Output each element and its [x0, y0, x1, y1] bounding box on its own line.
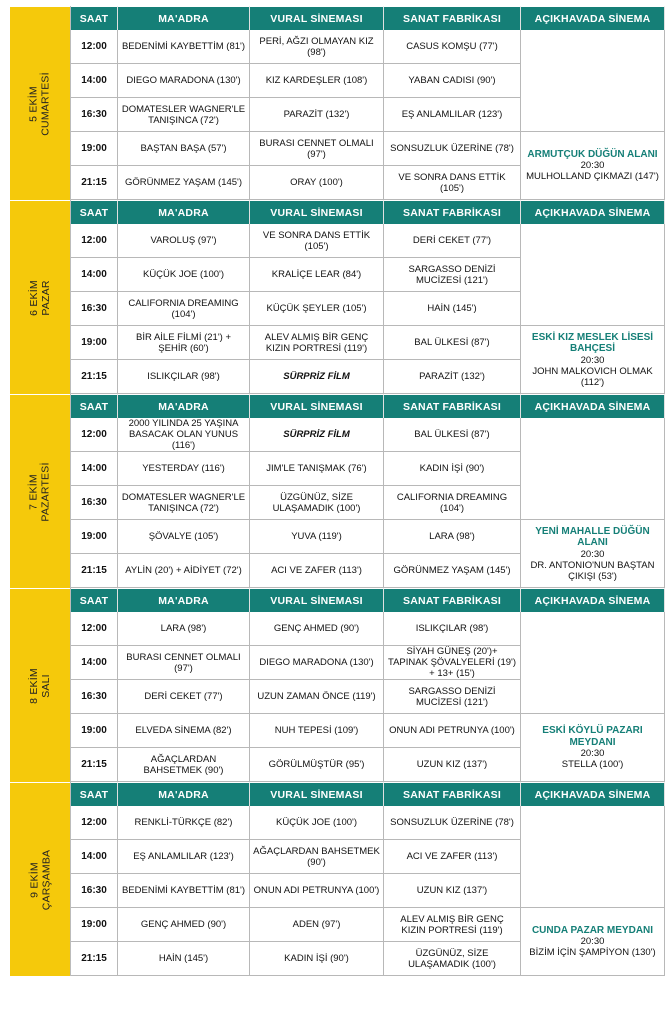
screening-sanat: SONSUZLUK ÜZERİNE (78') [384, 132, 521, 166]
outdoor-film: STELLA (100') [561, 759, 624, 770]
day-grid [70, 200, 665, 394]
outdoor-venue: ESKİ KÖYLÜ PAZARI MEYDANI [542, 725, 643, 748]
screening-sanat: LARA (98') [384, 520, 521, 554]
screening-vural: KÜÇÜK ŞEYLER (105') [250, 292, 384, 326]
outdoor-time: 20:30 [580, 748, 605, 759]
screening-vural: NUH TEPESİ (109') [250, 714, 384, 748]
screening-sanat: CASUS KOMŞU (77') [384, 30, 521, 64]
screening-madra: VAROLUŞ (97') [118, 224, 250, 258]
header-sanat: SANAT FABRİKASI [384, 588, 521, 612]
outdoor-film: JOHN MALKOVICH OLMAK (112') [532, 365, 653, 388]
header-madra: MA'ADRA [118, 394, 250, 418]
screening-madra: BİR AİLE FİLMİ (21') + ŞEHİR (60') [118, 326, 250, 360]
day-date: 5 EKİM [28, 85, 41, 122]
screening-sanat: UZUN KIZ (137') [384, 874, 521, 908]
time-cell: 21:15 [71, 942, 118, 976]
header-time: SAAT [71, 200, 118, 224]
day-date: 6 EKİM [27, 279, 40, 316]
outdoor-screening [521, 520, 665, 588]
time-cell: 21:15 [71, 554, 118, 588]
time-cell: 16:30 [71, 292, 118, 326]
header-time: SAAT [71, 782, 118, 806]
day-weekday: ÇARŞAMBA [40, 849, 52, 910]
time-cell: 14:00 [71, 64, 118, 98]
screening-madra: BEDENİMİ KAYBETTİM (81') [118, 874, 250, 908]
screening-sanat: ÜZGÜNÜZ, SİZE ULAŞAMADIK (100') [384, 942, 521, 976]
festival-schedule [10, 6, 665, 976]
screening-madra: AĞAÇLARDAN BAHSETMEK (90') [118, 748, 250, 782]
outdoor-empty [521, 224, 665, 326]
day-block [10, 588, 665, 782]
outdoor-screening [521, 326, 665, 394]
day-grid [70, 394, 665, 588]
screening-madra: DERİ CEKET (77') [118, 680, 250, 714]
outdoor-film: MULHOLLAND ÇIKMAZI (147') [526, 171, 659, 183]
screening-vural: PARAZİT (132') [250, 98, 384, 132]
header-sanat: SANAT FABRİKASI [384, 782, 521, 806]
outdoor-screening [521, 132, 665, 200]
header-time: SAAT [71, 588, 118, 612]
time-cell: 14:00 [71, 840, 118, 874]
header-outdoor: AÇIKHAVADA SİNEMA [521, 588, 665, 612]
screening-sanat: ACI VE ZAFER (113') [384, 840, 521, 874]
screening-vural: GENÇ AHMED (90') [250, 612, 384, 646]
day-label [10, 394, 70, 588]
screening-sanat: SARGASSO DENİZİ MUCİZESİ (121') [384, 680, 521, 714]
header-madra: MA'ADRA [118, 6, 250, 30]
outdoor-screening [521, 908, 665, 976]
screening-vural: JIM'LE TANIŞMAK (76') [250, 452, 384, 486]
header-outdoor: AÇIKHAVADA SİNEMA [521, 6, 665, 30]
day-grid [70, 782, 665, 976]
outdoor-screening [521, 714, 665, 782]
screening-vural: AĞAÇLARDAN BAHSETMEK (90') [250, 840, 384, 874]
screening-vural: DIEGO MARADONA (130') [250, 646, 384, 680]
screening-sanat: GÖRÜNMEZ YAŞAM (145') [384, 554, 521, 588]
day-date: 8 EKİM [27, 667, 40, 704]
day-label [10, 588, 70, 782]
outdoor-film: BİZİM İÇİN ŞAMPİYON (130') [529, 947, 656, 959]
header-vural: VURAL SİNEMASI [250, 6, 384, 30]
screening-vural: BURASI CENNET OLMALI (97') [250, 132, 384, 166]
screening-madra: HAİN (145') [118, 942, 250, 976]
screening-madra: YESTERDAY (116') [118, 452, 250, 486]
header-vural: VURAL SİNEMASI [250, 394, 384, 418]
screening-madra: 2000 YILINDA 25 YAŞINA BASACAK OLAN YUNUS (116') [118, 418, 250, 452]
outdoor-venue: ARMUTÇUK DÜĞÜN ALANI [527, 148, 658, 160]
outdoor-venue: CUNDA PAZAR MEYDANI [531, 924, 654, 936]
screening-sanat: UZUN KIZ (137') [384, 748, 521, 782]
screening-madra: KÜÇÜK JOE (100') [118, 258, 250, 292]
screening-sanat: CALIFORNIA DREAMING (104') [384, 486, 521, 520]
time-cell: 12:00 [71, 806, 118, 840]
header-vural: VURAL SİNEMASI [250, 782, 384, 806]
screening-sanat: BAL ÜLKESİ (87') [384, 326, 521, 360]
screening-vural: UZUN ZAMAN ÖNCE (119') [250, 680, 384, 714]
header-time: SAAT [71, 394, 118, 418]
header-outdoor: AÇIKHAVADA SİNEMA [521, 200, 665, 224]
outdoor-venue: YENİ MAHALLE DÜĞÜN ALANI [535, 525, 650, 548]
screening-sanat: SONSUZLUK ÜZERİNE (78') [384, 806, 521, 840]
time-cell: 19:00 [71, 714, 118, 748]
screening-madra: GENÇ AHMED (90') [118, 908, 250, 942]
screening-vural: ALEV ALMIŞ BİR GENÇ KIZIN PORTRESİ (119') [250, 326, 384, 360]
screening-sanat: SİYAH GÜNEŞ (20')+ TAPINAK ŞÖVALYELERİ (19') + 13+ (15') [384, 646, 521, 680]
day-block [10, 394, 665, 588]
screening-vural: ÜZGÜNÜZ, SİZE ULAŞAMADIK (100') [250, 486, 384, 520]
outdoor-empty [521, 30, 665, 132]
outdoor-film: DR. ANTONIO'NUN BAŞTAN ÇIKIŞI (53') [530, 559, 655, 582]
header-madra: MA'ADRA [118, 782, 250, 806]
header-vural: VURAL SİNEMASI [250, 200, 384, 224]
outdoor-time: 20:30 [580, 160, 605, 172]
screening-madra: DOMATESLER WAGNER'LE TANIŞINCA (72') [118, 98, 250, 132]
time-cell: 16:30 [71, 486, 118, 520]
screening-madra: RENKLİ-TÜRKÇE (82') [118, 806, 250, 840]
screening-sanat: VE SONRA DANS ETTİK (105') [384, 166, 521, 200]
time-cell: 21:15 [71, 748, 118, 782]
screening-madra: BEDENİMİ KAYBETTİM (81') [118, 30, 250, 64]
time-cell: 12:00 [71, 612, 118, 646]
day-date: 9 EKİM [28, 861, 40, 898]
screening-vural: PERİ, AĞZI OLMAYAN KIZ (98') [250, 30, 384, 64]
day-block [10, 6, 665, 200]
screening-madra: CALIFORNIA DREAMING (104') [118, 292, 250, 326]
day-label [10, 782, 70, 976]
time-cell: 19:00 [71, 908, 118, 942]
time-cell: 14:00 [71, 646, 118, 680]
outdoor-time: 20:30 [580, 936, 605, 948]
screening-vural: KADIN İŞİ (90') [250, 942, 384, 976]
screening-vural: ONUN ADI PETRUNYA (100') [250, 874, 384, 908]
screening-madra: DOMATESLER WAGNER'LE TANIŞINCA (72') [118, 486, 250, 520]
day-block [10, 200, 665, 394]
day-label [10, 200, 70, 394]
screening-madra: GÖRÜNMEZ YAŞAM (145') [118, 166, 250, 200]
header-outdoor: AÇIKHAVADA SİNEMA [521, 782, 665, 806]
screening-vural: VE SONRA DANS ETTİK (105') [250, 224, 384, 258]
time-cell: 14:00 [71, 258, 118, 292]
time-cell: 12:00 [71, 418, 118, 452]
screening-sanat: HAİN (145') [384, 292, 521, 326]
day-label [10, 6, 70, 200]
screening-madra: AYLİN (20') + AİDİYET (72') [118, 554, 250, 588]
time-cell: 16:30 [71, 874, 118, 908]
screening-sanat: BAL ÜLKESİ (87') [384, 418, 521, 452]
screening-madra: LARA (98') [118, 612, 250, 646]
screening-vural: ORAY (100') [250, 166, 384, 200]
screening-madra: ELVEDA SİNEMA (82') [118, 714, 250, 748]
screening-sanat: PARAZİT (132') [384, 360, 521, 394]
header-madra: MA'ADRA [118, 200, 250, 224]
screening-sanat: EŞ ANLAMLILAR (123') [384, 98, 521, 132]
time-cell: 21:15 [71, 166, 118, 200]
day-block [10, 782, 665, 976]
header-sanat: SANAT FABRİKASI [384, 200, 521, 224]
time-cell: 19:00 [71, 326, 118, 360]
day-grid [70, 6, 665, 200]
outdoor-time: 20:30 [580, 354, 605, 366]
outdoor-time: 20:30 [580, 548, 605, 560]
header-vural: VURAL SİNEMASI [250, 588, 384, 612]
day-weekday: SALI [39, 673, 52, 698]
outdoor-empty [521, 806, 665, 908]
screening-madra: ŞÖVALYE (105') [118, 520, 250, 554]
screening-sanat: YABAN CADISI (90') [384, 64, 521, 98]
time-cell: 12:00 [71, 30, 118, 64]
screening-vural: YUVA (119') [250, 520, 384, 554]
header-madra: MA'ADRA [118, 588, 250, 612]
screening-vural: GÖRÜLMÜŞTÜR (95') [250, 748, 384, 782]
screening-vural: KRALİÇE LEAR (84') [250, 258, 384, 292]
outdoor-venue: ESKİ KIZ MESLEK LİSESİ BAHÇESİ [531, 331, 654, 354]
screening-sanat: ISLIKÇILAR (98') [384, 612, 521, 646]
day-grid [70, 588, 665, 782]
screening-vural: KIZ KARDEŞLER (108') [250, 64, 384, 98]
screening-madra: BURASI CENNET OLMALI (97') [118, 646, 250, 680]
day-weekday: PAZARTESİ [40, 461, 52, 522]
screening-vural: ACI VE ZAFER (113') [250, 554, 384, 588]
screening-madra: EŞ ANLAMLILAR (123') [118, 840, 250, 874]
header-sanat: SANAT FABRİKASI [384, 394, 521, 418]
screening-madra: BAŞTAN BAŞA (57') [118, 132, 250, 166]
screening-sanat: SARGASSO DENİZİ MUCİZESİ (121') [384, 258, 521, 292]
screening-madra: ISLIKÇILAR (98') [118, 360, 250, 394]
day-weekday: PAZAR [39, 279, 52, 316]
time-cell: 19:00 [71, 520, 118, 554]
header-sanat: SANAT FABRİKASI [384, 6, 521, 30]
screening-vural: SÜRPRİZ FİLM [250, 360, 384, 394]
day-date: 7 EKİM [28, 473, 40, 510]
time-cell: 14:00 [71, 452, 118, 486]
screening-vural: ADEN (97') [250, 908, 384, 942]
time-cell: 12:00 [71, 224, 118, 258]
screening-sanat: KADIN İŞİ (90') [384, 452, 521, 486]
screening-vural: SÜRPRİZ FİLM [250, 418, 384, 452]
screening-sanat: ALEV ALMIŞ BİR GENÇ KIZIN PORTRESİ (119') [384, 908, 521, 942]
outdoor-empty [521, 612, 665, 714]
screening-madra: DIEGO MARADONA (130') [118, 64, 250, 98]
outdoor-empty [521, 418, 665, 520]
time-cell: 21:15 [71, 360, 118, 394]
screening-sanat: DERİ CEKET (77') [384, 224, 521, 258]
screening-vural: KÜÇÜK JOE (100') [250, 806, 384, 840]
header-time: SAAT [71, 6, 118, 30]
time-cell: 19:00 [71, 132, 118, 166]
header-outdoor: AÇIKHAVADA SİNEMA [521, 394, 665, 418]
day-weekday: CUMARTESİ [40, 71, 53, 136]
screening-sanat: ONUN ADI PETRUNYA (100') [384, 714, 521, 748]
time-cell: 16:30 [71, 680, 118, 714]
time-cell: 16:30 [71, 98, 118, 132]
